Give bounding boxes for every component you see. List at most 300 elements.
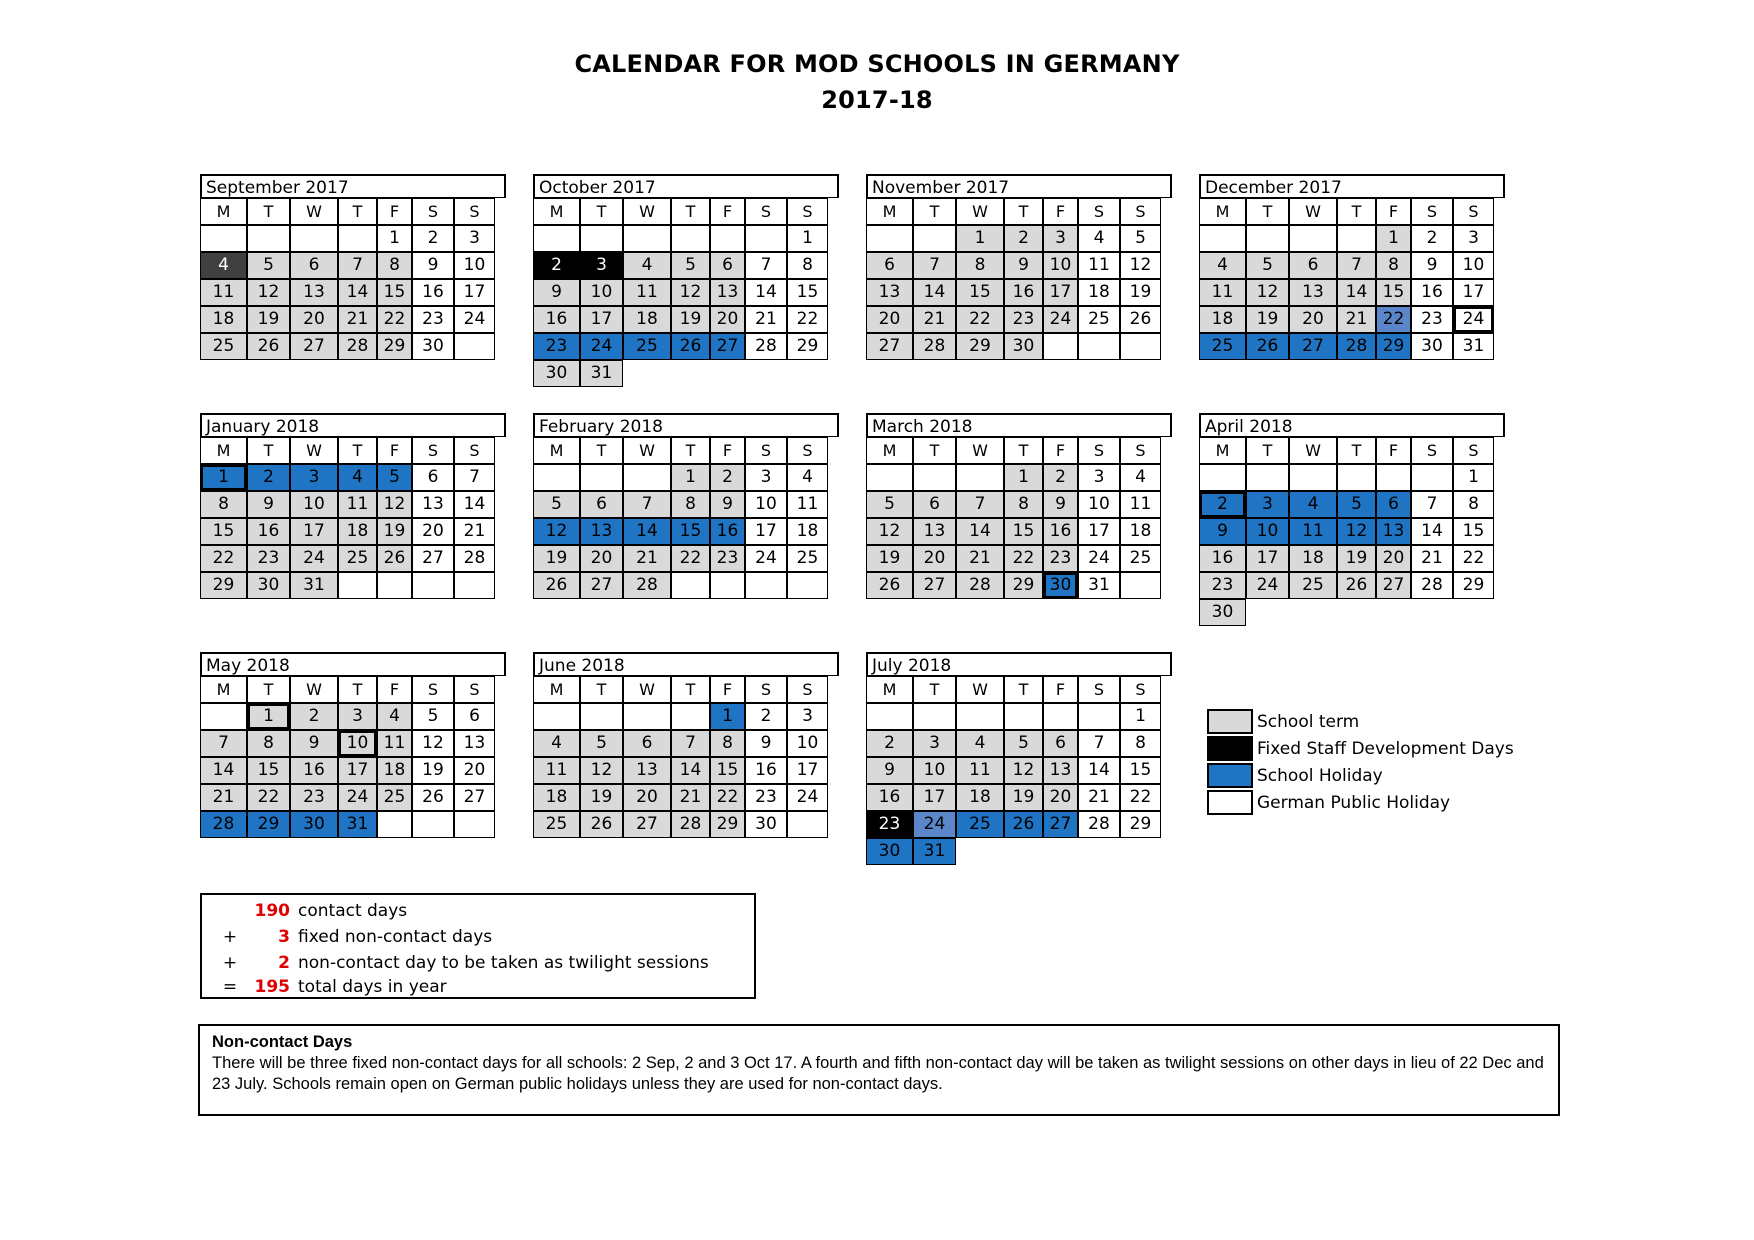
- weekday-header: M: [1199, 198, 1246, 225]
- weekday-header: S: [1453, 437, 1494, 464]
- weekday-header: M: [866, 437, 913, 464]
- month-title: May 2018: [200, 652, 506, 676]
- empty-cell: [1453, 599, 1494, 626]
- weekday-header: F: [1376, 198, 1411, 225]
- weekday-header: W: [290, 437, 338, 464]
- weekday-header: S: [1078, 676, 1120, 703]
- weekday-header: S: [454, 437, 495, 464]
- day-cell: 27: [710, 333, 745, 360]
- day-cell: 17: [1078, 518, 1120, 545]
- day-cell: 27: [454, 784, 495, 811]
- weekday-header: S: [412, 437, 454, 464]
- empty-cell: [1376, 464, 1411, 491]
- empty-cell: [1199, 464, 1246, 491]
- day-cell: 14: [1078, 757, 1120, 784]
- day-cell: 20: [290, 306, 338, 333]
- day-cell: 24: [338, 784, 377, 811]
- weekday-header: W: [290, 198, 338, 225]
- day-cell: 14: [956, 518, 1004, 545]
- weekday-header: T: [580, 437, 623, 464]
- day-cell: 25: [956, 811, 1004, 838]
- day-cell: 29: [1453, 572, 1494, 599]
- weekday-header: W: [956, 198, 1004, 225]
- day-cell: 9: [1411, 252, 1453, 279]
- empty-cell: [787, 572, 828, 599]
- weekday-header: T: [1004, 437, 1043, 464]
- day-cell: 22: [1004, 545, 1043, 572]
- empty-cell: [1120, 333, 1161, 360]
- day-cell: 2: [1411, 225, 1453, 252]
- day-cell: 10: [338, 730, 377, 757]
- day-cell: 28: [1078, 811, 1120, 838]
- day-cell: 16: [412, 279, 454, 306]
- day-cell: 8: [200, 491, 247, 518]
- day-cell: 26: [1337, 572, 1376, 599]
- empty-cell: [1289, 464, 1337, 491]
- empty-cell: [1289, 599, 1337, 626]
- day-cell: 17: [1453, 279, 1494, 306]
- day-cell: 11: [200, 279, 247, 306]
- day-cell: 17: [580, 306, 623, 333]
- month-april-2018: [1199, 413, 1505, 626]
- weekday-header: F: [377, 198, 412, 225]
- day-cell: 21: [1078, 784, 1120, 811]
- weekday-header: F: [710, 437, 745, 464]
- day-cell: 9: [1199, 518, 1246, 545]
- empty-cell: [710, 572, 745, 599]
- day-cell: 4: [1078, 225, 1120, 252]
- summary-operator: +: [222, 953, 238, 973]
- empty-cell: [1043, 703, 1078, 730]
- empty-cell: [710, 360, 745, 387]
- day-cell: 18: [623, 306, 671, 333]
- weekday-header: S: [1411, 198, 1453, 225]
- day-cell: 16: [1004, 279, 1043, 306]
- day-cell: 19: [1004, 784, 1043, 811]
- empty-cell: [913, 703, 956, 730]
- day-cell: 14: [1411, 518, 1453, 545]
- weekday-header: T: [913, 676, 956, 703]
- day-cell: 28: [671, 811, 710, 838]
- day-cell: 15: [1004, 518, 1043, 545]
- month-title: March 2018: [866, 413, 1172, 437]
- day-cell: 3: [1043, 225, 1078, 252]
- day-cell: 24: [1078, 545, 1120, 572]
- day-cell: 10: [1078, 491, 1120, 518]
- day-cell: 8: [1453, 491, 1494, 518]
- day-cell: 4: [377, 703, 412, 730]
- page-subtitle: 2017-18: [821, 86, 933, 114]
- empty-cell: [1043, 838, 1078, 865]
- empty-cell: [1199, 225, 1246, 252]
- weekday-header: S: [454, 676, 495, 703]
- day-cell: 7: [745, 252, 787, 279]
- weekday-header: T: [1004, 676, 1043, 703]
- day-cell: 28: [1337, 333, 1376, 360]
- day-cell: 13: [913, 518, 956, 545]
- day-cell: 9: [247, 491, 290, 518]
- month-february-2018: [533, 413, 839, 599]
- empty-cell: [1078, 703, 1120, 730]
- day-cell: 2: [247, 464, 290, 491]
- day-cell: 15: [787, 279, 828, 306]
- day-cell: 18: [787, 518, 828, 545]
- weekday-header: T: [671, 676, 710, 703]
- day-cell: 22: [247, 784, 290, 811]
- day-cell: 9: [1004, 252, 1043, 279]
- day-cell: 18: [200, 306, 247, 333]
- day-cell: 12: [412, 730, 454, 757]
- weekday-header: M: [533, 437, 580, 464]
- day-cell: 5: [412, 703, 454, 730]
- day-cell: 29: [1004, 572, 1043, 599]
- empty-cell: [745, 360, 787, 387]
- empty-cell: [866, 703, 913, 730]
- weekday-header: M: [866, 676, 913, 703]
- day-cell: 11: [1199, 279, 1246, 306]
- summary-value: 2: [278, 953, 290, 973]
- day-cell: 26: [671, 333, 710, 360]
- weekday-header: S: [1120, 198, 1161, 225]
- day-cell: 7: [1411, 491, 1453, 518]
- day-cell: 27: [412, 545, 454, 572]
- day-cell: 1: [1120, 703, 1161, 730]
- day-cell: 5: [533, 491, 580, 518]
- day-cell: 31: [1453, 333, 1494, 360]
- day-cell: 9: [745, 730, 787, 757]
- month-november-2017: [866, 174, 1172, 360]
- day-cell: 19: [377, 518, 412, 545]
- day-cell: 4: [956, 730, 1004, 757]
- day-cell: 21: [745, 306, 787, 333]
- day-cell: 21: [200, 784, 247, 811]
- day-cell: 22: [671, 545, 710, 572]
- day-cell: 4: [338, 464, 377, 491]
- day-cell: 25: [200, 333, 247, 360]
- day-cell: 1: [377, 225, 412, 252]
- empty-cell: [533, 703, 580, 730]
- day-cell: 5: [1337, 491, 1376, 518]
- day-cell: 13: [1043, 757, 1078, 784]
- day-cell: 2: [710, 464, 745, 491]
- weekday-header: S: [1078, 437, 1120, 464]
- legend-swatch: [1207, 736, 1253, 761]
- day-cell: 25: [377, 784, 412, 811]
- day-cell: 15: [1376, 279, 1411, 306]
- day-cell: 10: [1453, 252, 1494, 279]
- weekday-header: M: [866, 198, 913, 225]
- summary-label: fixed non-contact days: [298, 927, 493, 947]
- day-cell: 25: [787, 545, 828, 572]
- day-cell: 14: [745, 279, 787, 306]
- weekday-header: F: [710, 198, 745, 225]
- weekday-header: S: [1120, 437, 1161, 464]
- day-cell: 21: [913, 306, 956, 333]
- weekday-header: F: [1043, 198, 1078, 225]
- day-cell: 4: [1120, 464, 1161, 491]
- day-cell: 27: [290, 333, 338, 360]
- day-cell: 26: [580, 811, 623, 838]
- empty-cell: [1004, 838, 1043, 865]
- empty-cell: [1246, 599, 1289, 626]
- day-cell: 11: [377, 730, 412, 757]
- weekday-header: S: [412, 198, 454, 225]
- day-cell: 17: [913, 784, 956, 811]
- day-cell: 26: [1120, 306, 1161, 333]
- day-cell: 9: [412, 252, 454, 279]
- day-cell: 23: [1004, 306, 1043, 333]
- day-cell: 3: [745, 464, 787, 491]
- weekday-header: T: [247, 437, 290, 464]
- day-cell: 7: [338, 252, 377, 279]
- day-cell: 13: [623, 757, 671, 784]
- day-cell: 20: [866, 306, 913, 333]
- month-september-2017: [200, 174, 506, 360]
- empty-cell: [623, 225, 671, 252]
- summary-value: 195: [254, 977, 290, 997]
- day-cell: 26: [1246, 333, 1289, 360]
- day-cell: 28: [913, 333, 956, 360]
- weekday-header: T: [671, 198, 710, 225]
- day-cell: 9: [290, 730, 338, 757]
- summary-label: total days in year: [298, 977, 447, 997]
- weekday-header: T: [1337, 198, 1376, 225]
- day-cell: 13: [454, 730, 495, 757]
- weekday-header: F: [377, 676, 412, 703]
- day-cell: 7: [200, 730, 247, 757]
- day-cell: 8: [247, 730, 290, 757]
- day-cell: 5: [671, 252, 710, 279]
- day-cell: 30: [745, 811, 787, 838]
- day-cell: 12: [1004, 757, 1043, 784]
- empty-cell: [1078, 333, 1120, 360]
- empty-cell: [290, 225, 338, 252]
- day-cell: 20: [1376, 545, 1411, 572]
- month-title: October 2017: [533, 174, 839, 198]
- day-cell: 14: [200, 757, 247, 784]
- day-cell: 16: [290, 757, 338, 784]
- day-cell: 22: [200, 545, 247, 572]
- legend-label: German Public Holiday: [1257, 792, 1451, 813]
- day-cell: 5: [1120, 225, 1161, 252]
- day-cell: 24: [580, 333, 623, 360]
- day-cell: 12: [1246, 279, 1289, 306]
- day-cell: 29: [377, 333, 412, 360]
- weekday-header: W: [956, 437, 1004, 464]
- day-cell: 5: [247, 252, 290, 279]
- day-cell: 4: [787, 464, 828, 491]
- day-cell: 7: [1078, 730, 1120, 757]
- weekday-header: T: [1246, 198, 1289, 225]
- empty-cell: [454, 333, 495, 360]
- day-cell: 19: [671, 306, 710, 333]
- day-cell: 4: [533, 730, 580, 757]
- day-cell: 29: [710, 811, 745, 838]
- empty-cell: [671, 225, 710, 252]
- day-cell: 22: [787, 306, 828, 333]
- empty-cell: [1411, 464, 1453, 491]
- weekday-header: W: [956, 676, 1004, 703]
- empty-cell: [956, 703, 1004, 730]
- weekday-header: T: [1246, 437, 1289, 464]
- weekday-header: S: [745, 198, 787, 225]
- weekday-header: T: [338, 437, 377, 464]
- empty-cell: [1337, 599, 1376, 626]
- day-cell: 12: [1120, 252, 1161, 279]
- day-cell: 4: [200, 252, 247, 279]
- day-cell: 18: [1199, 306, 1246, 333]
- day-cell: 15: [200, 518, 247, 545]
- weekday-header: T: [247, 676, 290, 703]
- day-cell: 22: [377, 306, 412, 333]
- empty-cell: [623, 360, 671, 387]
- day-cell: 26: [533, 572, 580, 599]
- day-cell: 6: [866, 252, 913, 279]
- day-cell: 8: [1004, 491, 1043, 518]
- day-cell: 29: [956, 333, 1004, 360]
- day-cell: 14: [338, 279, 377, 306]
- day-cell: 30: [533, 360, 580, 387]
- weekday-header: S: [1453, 198, 1494, 225]
- day-cell: 20: [454, 757, 495, 784]
- day-cell: 10: [1246, 518, 1289, 545]
- weekday-header: S: [1120, 676, 1161, 703]
- day-cell: 17: [1246, 545, 1289, 572]
- day-cell: 31: [580, 360, 623, 387]
- day-cell: 17: [454, 279, 495, 306]
- day-cell: 1: [200, 464, 247, 491]
- day-cell: 5: [1004, 730, 1043, 757]
- day-cell: 13: [1376, 518, 1411, 545]
- empty-cell: [1120, 572, 1161, 599]
- day-cell: 12: [866, 518, 913, 545]
- weekday-header: F: [1043, 676, 1078, 703]
- day-cell: 14: [454, 491, 495, 518]
- day-cell: 30: [1199, 599, 1246, 626]
- day-cell: 26: [866, 572, 913, 599]
- day-count-summary: [200, 893, 756, 999]
- weekday-header: M: [200, 676, 247, 703]
- summary-label: non-contact day to be taken as twilight sessions: [298, 953, 709, 973]
- day-cell: 12: [533, 518, 580, 545]
- day-cell: 2: [290, 703, 338, 730]
- legend-item-staff-development: [1207, 735, 1514, 762]
- day-cell: 9: [533, 279, 580, 306]
- day-cell: 11: [623, 279, 671, 306]
- day-cell: 18: [338, 518, 377, 545]
- day-cell: 30: [866, 838, 913, 865]
- day-cell: 6: [580, 491, 623, 518]
- empty-cell: [671, 572, 710, 599]
- empty-cell: [580, 703, 623, 730]
- month-title: December 2017: [1199, 174, 1505, 198]
- day-cell: 23: [290, 784, 338, 811]
- day-cell: 26: [1004, 811, 1043, 838]
- empty-cell: [200, 703, 247, 730]
- day-cell: 9: [710, 491, 745, 518]
- empty-cell: [1078, 838, 1120, 865]
- day-cell: 24: [1043, 306, 1078, 333]
- day-cell: 27: [1043, 811, 1078, 838]
- day-cell: 19: [866, 545, 913, 572]
- day-cell: 6: [1289, 252, 1337, 279]
- day-cell: 18: [1120, 518, 1161, 545]
- day-cell: 11: [787, 491, 828, 518]
- day-cell: 26: [377, 545, 412, 572]
- day-cell: 13: [412, 491, 454, 518]
- weekday-header: S: [412, 676, 454, 703]
- day-cell: 15: [247, 757, 290, 784]
- empty-cell: [1411, 599, 1453, 626]
- day-cell: 5: [1246, 252, 1289, 279]
- day-cell: 15: [377, 279, 412, 306]
- day-cell: 19: [412, 757, 454, 784]
- day-cell: 5: [377, 464, 412, 491]
- legend: [1207, 708, 1514, 816]
- day-cell: 17: [745, 518, 787, 545]
- day-cell: 29: [1376, 333, 1411, 360]
- weekday-header: M: [533, 676, 580, 703]
- day-cell: 21: [623, 545, 671, 572]
- day-cell: 29: [200, 572, 247, 599]
- day-cell: 24: [454, 306, 495, 333]
- empty-cell: [913, 464, 956, 491]
- day-cell: 6: [412, 464, 454, 491]
- day-cell: 6: [913, 491, 956, 518]
- empty-cell: [1246, 464, 1289, 491]
- day-cell: 14: [671, 757, 710, 784]
- empty-cell: [671, 360, 710, 387]
- day-cell: 22: [956, 306, 1004, 333]
- day-cell: 14: [913, 279, 956, 306]
- day-cell: 23: [745, 784, 787, 811]
- empty-cell: [866, 464, 913, 491]
- day-cell: 18: [1078, 279, 1120, 306]
- day-cell: 25: [1078, 306, 1120, 333]
- empty-cell: [533, 225, 580, 252]
- summary-row: [202, 927, 754, 951]
- weekday-header: M: [200, 437, 247, 464]
- day-cell: 29: [1120, 811, 1161, 838]
- weekday-header: T: [580, 198, 623, 225]
- day-cell: 5: [580, 730, 623, 757]
- day-cell: 27: [913, 572, 956, 599]
- day-cell: 6: [710, 252, 745, 279]
- day-cell: 27: [580, 572, 623, 599]
- weekday-header: S: [787, 676, 828, 703]
- day-cell: 20: [412, 518, 454, 545]
- day-cell: 21: [454, 518, 495, 545]
- month-october-2017: [533, 174, 839, 387]
- weekday-header: W: [1289, 198, 1337, 225]
- summary-value: 3: [278, 927, 290, 947]
- empty-cell: [745, 225, 787, 252]
- month-january-2018: [200, 413, 506, 599]
- day-cell: 17: [338, 757, 377, 784]
- day-cell: 1: [247, 703, 290, 730]
- day-cell: 13: [710, 279, 745, 306]
- day-cell: 3: [1246, 491, 1289, 518]
- weekday-header: W: [623, 198, 671, 225]
- day-cell: 19: [1337, 545, 1376, 572]
- day-cell: 27: [1376, 572, 1411, 599]
- month-title: January 2018: [200, 413, 506, 437]
- day-cell: 10: [913, 757, 956, 784]
- empty-cell: [623, 703, 671, 730]
- day-cell: 31: [290, 572, 338, 599]
- day-cell: 17: [1043, 279, 1078, 306]
- day-cell: 10: [1043, 252, 1078, 279]
